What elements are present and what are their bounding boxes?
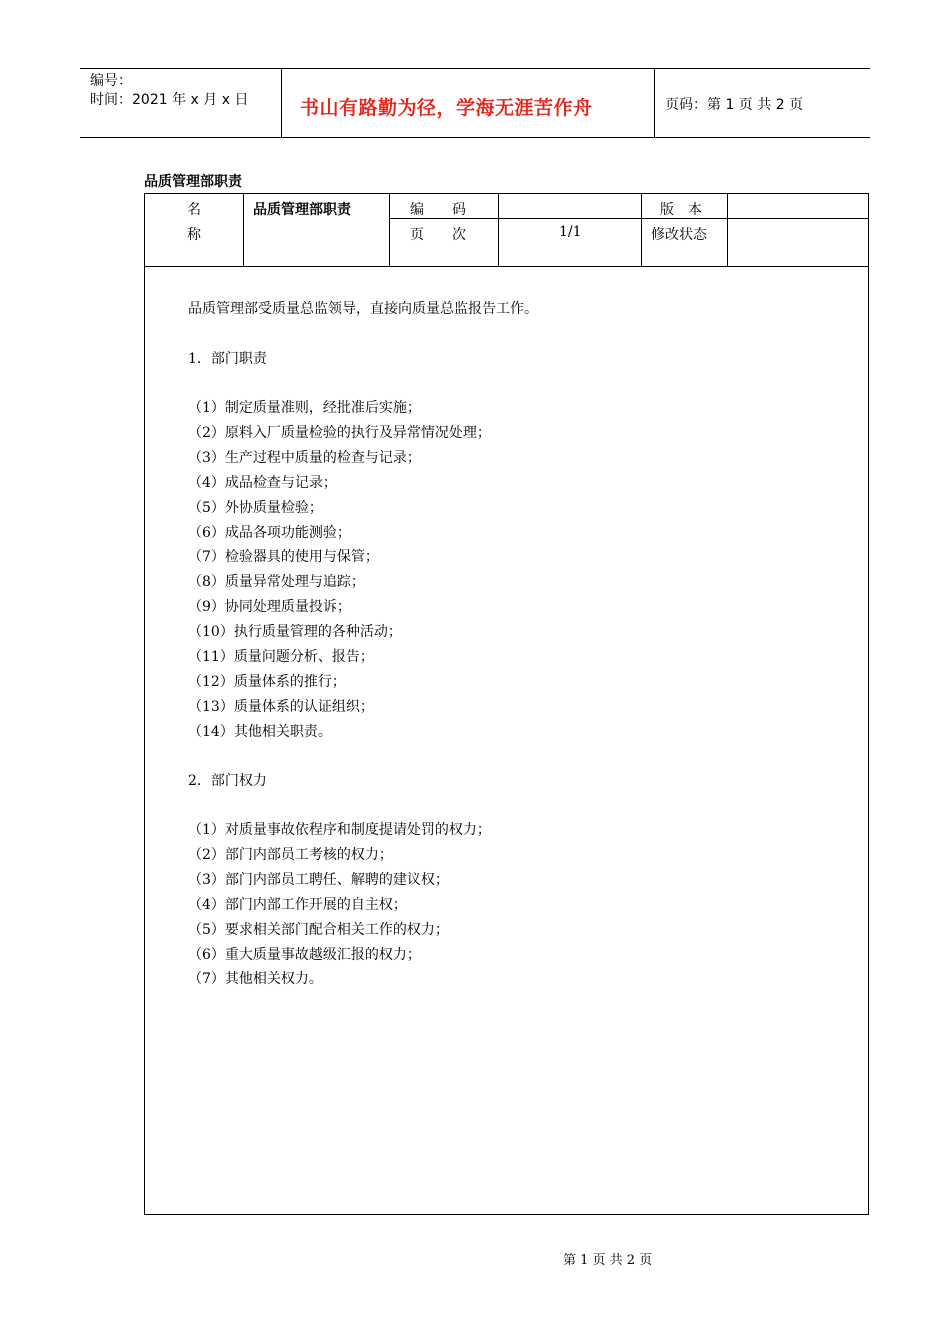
list-item: （7）检验器具的使用与保管； (188, 549, 379, 566)
content-box (144, 267, 869, 1215)
document-header (80, 68, 870, 138)
table-divider (498, 194, 499, 267)
section-title: 2．部门权力 (188, 773, 267, 789)
list-item: （5）外协质量检验； (188, 499, 323, 516)
list-item: （6）成品各项功能测验； (188, 524, 351, 541)
list-item: （3）部门内部员工聘任、解聘的建议权； (188, 871, 449, 888)
page-label: 页 次 (410, 227, 466, 243)
list-item: （3）生产过程中质量的检查与记录； (188, 449, 421, 466)
list-item: （6）重大质量事故越级汇报的权力； (188, 946, 421, 963)
list-item: （9）协同处理质量投诉； (188, 599, 351, 616)
list-item: （10）执行质量管理的各种活动； (188, 624, 402, 641)
list-item: （4）成品检查与记录； (188, 474, 337, 491)
list-item: （2）部门内部员工考核的权力； (188, 846, 393, 863)
revision-label: 修改状态 (651, 227, 707, 243)
doc-title: 品质管理部职责 (144, 174, 242, 190)
list-item: （7）其他相关权力。 (188, 971, 323, 988)
list-item: （1）制定质量准则，经批准后实施； (188, 400, 421, 416)
table-divider (243, 194, 244, 267)
name-value: 品质管理部职责 (253, 202, 351, 218)
info-table (144, 193, 869, 267)
motto: 书山有路勤为径，学海无涯苦作舟 (300, 97, 593, 119)
time-label: 时间：2021 年 x 月 x 日 (90, 92, 249, 108)
page-code: 页码：第 1 页 共 2 页 (665, 97, 804, 113)
list-item: （4）部门内部工作开展的自主权； (188, 896, 407, 913)
list-item: （11）质量问题分析、报告； (188, 649, 374, 665)
list-item: （2）原料入厂质量检验的执行及异常情况处理； (188, 424, 491, 441)
list-item: （13）质量体系的认证组织； (188, 698, 374, 715)
intro-text: 品质管理部受质量总监领导，直接向质量总监报告工作。 (188, 301, 538, 317)
list-item: （12）质量体系的推行； (188, 673, 346, 690)
number-label: 编号： (90, 73, 132, 89)
code-label: 编 码 (410, 202, 466, 218)
section-title: 1．部门职责 (188, 351, 267, 367)
header-divider (281, 69, 282, 137)
page-footer: 第 1 页 共 2 页 (563, 1253, 653, 1268)
table-divider (727, 194, 728, 267)
list-item: （14）其他相关职责。 (188, 723, 332, 740)
list-item: （8）质量异常处理与追踪； (188, 574, 365, 591)
list-item: （5）要求相关部门配合相关工作的权力； (188, 921, 449, 938)
table-divider (641, 194, 642, 267)
list-item: （1）对质量事故依程序和制度提请处罚的权力； (188, 822, 491, 838)
page-value: 1/1 (559, 224, 582, 240)
table-divider (389, 194, 390, 267)
header-divider (654, 69, 655, 137)
version-label: 版 本 (660, 202, 702, 218)
name-label: 称 (187, 227, 201, 243)
name-label: 名 (187, 202, 201, 218)
